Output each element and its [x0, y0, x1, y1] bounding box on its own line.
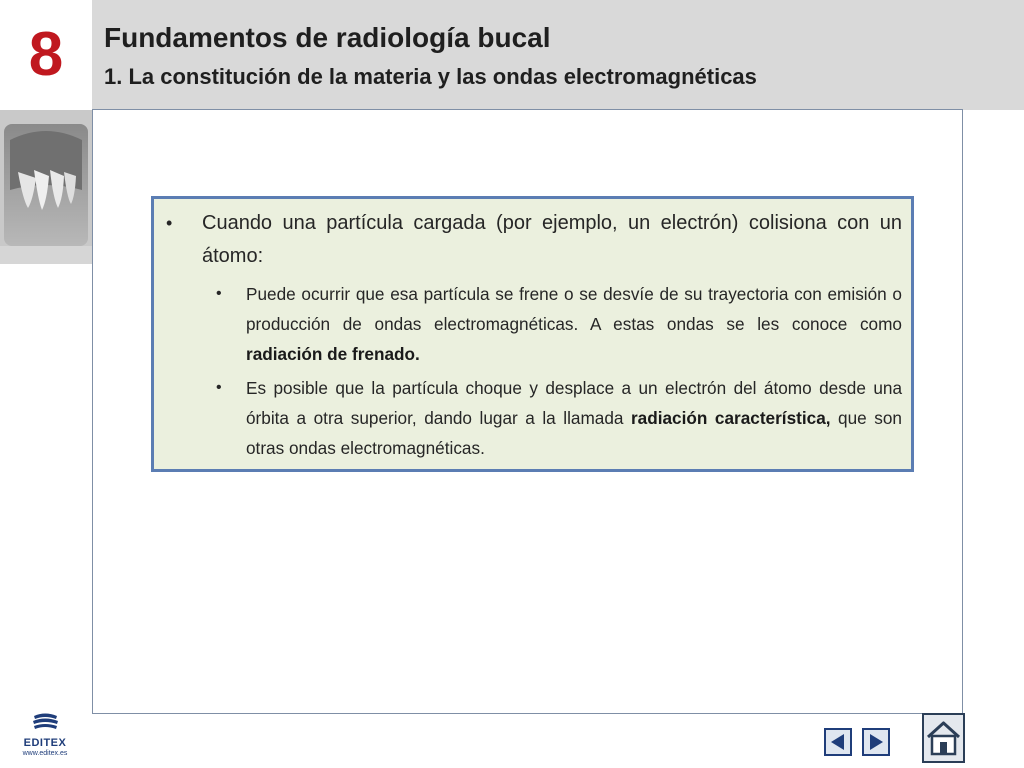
sub-bullet-list	[216, 279, 902, 467]
chapter-badge	[0, 0, 92, 110]
text-box	[151, 196, 914, 472]
dental-xray-image	[0, 110, 92, 264]
header-band	[92, 0, 1024, 110]
term-radiacion-frenado: radiación de frenado.	[246, 344, 420, 364]
main-bullet-text: Cuando una partícula cargada (por ejemplo, un electrón) colisiona con un átomo:	[202, 212, 902, 267]
editex-logo	[14, 712, 76, 760]
chapter-number: 8	[28, 20, 64, 89]
sub-bullet-text: Es posible que la partícula choque y desplace a un electrón del átomo desde una órbita a otra superior, dando lugar a la llamada	[246, 378, 902, 428]
sub-bullet-text: Puede ocurrir que esa partícula se frene o se desvíe de su trayectoria con emisión o producción de ondas electromagnéticas. A estas ondas se les conoce como	[246, 284, 902, 334]
logo-wordmark: EDITEX	[23, 737, 67, 749]
arrow-right-icon	[862, 728, 890, 756]
sub-bullet-text-after: que son otras ondas electromagnéticas.	[246, 408, 902, 458]
bullet-marker: •	[216, 285, 222, 302]
next-slide-button[interactable]	[862, 728, 890, 756]
page-subtitle: 1. La constitución de la materia y las ondas electromagnéticas	[104, 64, 757, 89]
logo-url: www.editex.es	[22, 750, 68, 757]
term-radiacion-caracteristica: radiación característica,	[630, 408, 831, 428]
main-bullet	[166, 207, 902, 273]
sub-bullet-caracteristica	[216, 373, 902, 463]
sub-bullet-frenado	[216, 279, 902, 369]
home-button[interactable]	[922, 713, 965, 763]
page-title: Fundamentos de radiología bucal	[104, 22, 551, 53]
home-icon	[922, 713, 965, 763]
bullet-marker: •	[166, 213, 173, 233]
bullet-marker: •	[216, 379, 222, 396]
previous-slide-button[interactable]	[824, 728, 852, 756]
arrow-left-icon	[824, 728, 852, 756]
editex-logo-icon	[30, 712, 60, 730]
